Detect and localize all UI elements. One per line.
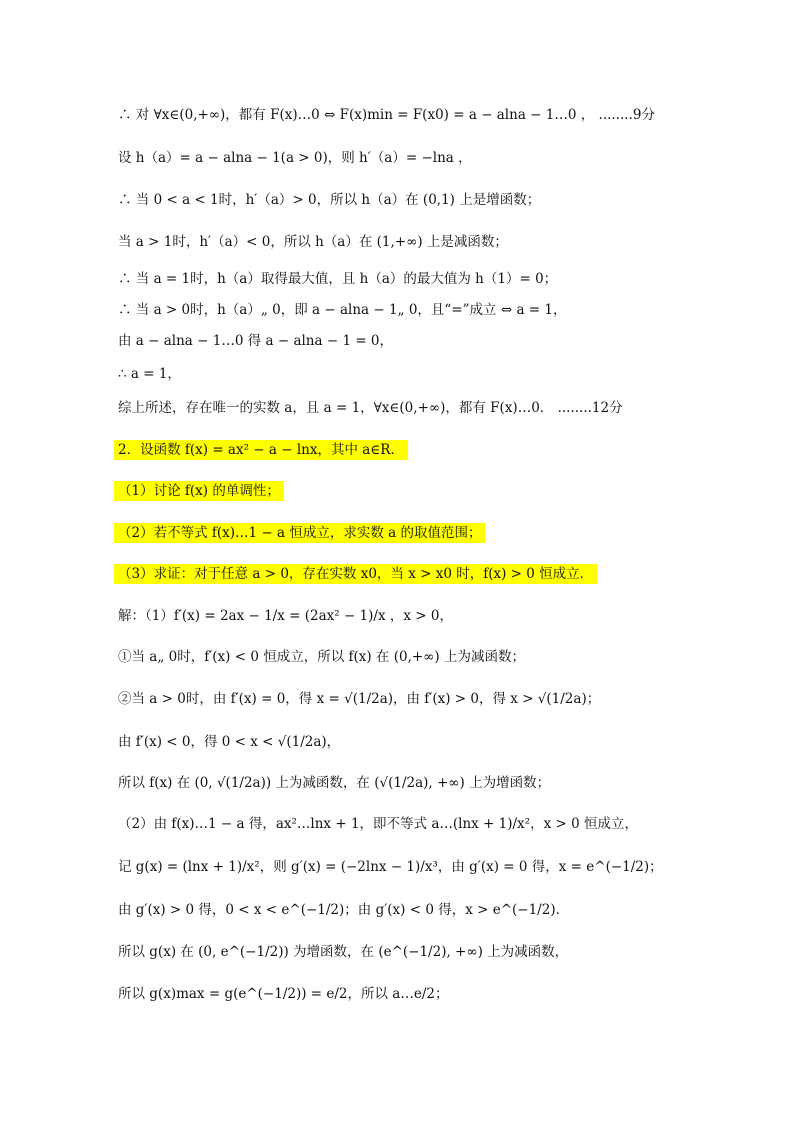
text-line: ∴ 对 ∀x∈(0,+∞)，都有 F(x)…0 ⇔ F(x)min = F(x0) = a − alna − 1…0 ， ........9分 <box>118 107 655 123</box>
highlighted-text: （2）若不等式 f(x)…1 − a 恒成立，求实数 a 的取值范围； <box>114 523 485 543</box>
highlighted-text: （3）求证：对于任意 a > 0，存在实数 x0，当 x > x0 时，f(x) > 0 恒成立． <box>114 564 597 584</box>
problem-part-3 <box>118 563 597 585</box>
problem-statement <box>118 439 408 461</box>
problem-part-1 <box>118 480 284 502</box>
text-line: 所以 f(x) 在 (0, √(1/2a)) 上为减函数，在 (√(1/2a), +∞) 上为增函数； <box>118 775 551 791</box>
text-line: 设 h（a）= a − alna − 1(a > 0)，则 h′（a）= −lna ， <box>118 150 472 166</box>
highlighted-text: （1）讨论 f(x) 的单调性； <box>114 481 284 501</box>
highlighted-text: 2．设函数 f(x) = ax² − a − lnx，其中 a∈R． <box>114 440 408 460</box>
text-line: 由 g′(x) > 0 得，0 < x < e^(−1/2)；由 g′(x) < 0 得，x > e^(−1/2)． <box>118 902 570 918</box>
text-line: 当 a > 1时，h′（a）< 0，所以 h（a）在 (1,+∞) 上是减函数； <box>118 234 508 250</box>
text-line: 记 g(x) = (lnx + 1)/x²，则 g′(x) = (−2lnx − 1)/x³，由 g′(x) = 0 得，x = e^(−1/2)； <box>118 859 663 875</box>
text-line: 由 a − alna − 1…0 得 a − alna − 1 = 0， <box>118 333 394 349</box>
text-line: ②当 a > 0时，由 f′(x) = 0，得 x = √(1/2a)，由 f′(x) > 0，得 x > √(1/2a)； <box>118 691 601 707</box>
text-line: 所以 g(x)max = g(e^(−1/2)) = e/2，所以 a…e/2； <box>118 986 449 1002</box>
text-line: ①当 a„ 0时，f′(x) < 0 恒成立，所以 f(x) 在 (0,+∞) 上为减函数； <box>118 649 525 665</box>
text-line: 由 f′(x) < 0，得 0 < x < √(1/2a)， <box>118 734 341 750</box>
text-line: 所以 g(x) 在 (0, e^(−1/2)) 为增函数，在 (e^(−1/2), +∞) 上为减函数， <box>118 944 569 960</box>
text-line: 综上所述，存在唯一的实数 a，且 a = 1，∀x∈(0,+∞)，都有 F(x)…0． ........12分 <box>118 400 623 416</box>
text-line: 解：（1）f′(x) = 2ax − 1/x = (2ax² − 1)/x ，x > 0， <box>118 608 453 624</box>
text-line: ∴ 当 0 < a < 1时，h′（a）> 0，所以 h（a）在 (0,1) 上是增函数； <box>118 192 541 208</box>
text-line: ∴ 当 a > 0时，h（a）„ 0，即 a − alna − 1„ 0，且“=”成立 ⇔ a = 1， <box>118 302 567 318</box>
text-line: （2）由 f(x)…1 − a 得，ax²…lnx + 1，即不等式 a…(lnx + 1)/x²，x > 0 恒成立， <box>118 816 638 832</box>
text-line: ∴ 当 a = 1时，h（a）取得最大值，且 h（a）的最大值为 h（1）= 0； <box>118 271 558 287</box>
problem-part-2 <box>118 522 485 544</box>
text-line: ∴ a = 1， <box>118 366 181 382</box>
